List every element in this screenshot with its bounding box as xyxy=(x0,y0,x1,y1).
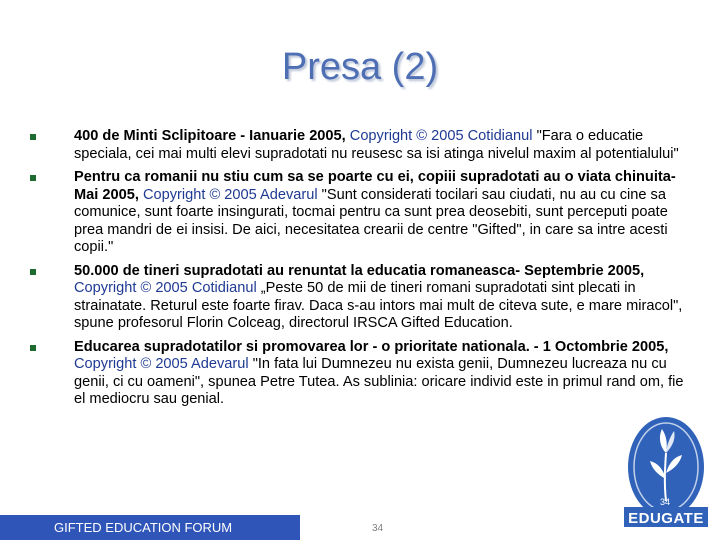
bullet-item xyxy=(28,263,688,333)
edugate-logo xyxy=(620,413,712,529)
bullet-heading: Pentru ca romanii nu stiu cum sa se poarte cu ei, copiii supradotati au o viata chinuita- Mai 2005, xyxy=(74,169,676,203)
slide-title: Presa (2) xyxy=(281,46,439,88)
square-bullet-icon xyxy=(30,175,36,181)
square-bullet-icon xyxy=(30,134,36,140)
bullet-copyright: Copyright © 2005 Adevarul xyxy=(138,186,318,203)
bullet-body: „Peste 50 de mii de tineri romani supradotati sint plecati in strainatate. Returul este foarte firav. Daca s-au intors mai mult de citeva sute, e mare miracol", spune profesorul Florin Colceag, directorul IRSCA Gifted Education. xyxy=(74,280,683,331)
bullet-heading: Educarea supradotatilor si promovarea lor - o prioritate nationala. - 1 Octombrie 2005, xyxy=(74,338,669,355)
bullet-heading: 400 de Minti Sclipitoare - Ianuarie 2005, xyxy=(74,128,346,144)
bullet-copyright: Copyright © 2005 Cotidianul xyxy=(74,280,257,296)
bullet-heading: 50.000 de tineri supradotati au renuntat la educatia romaneasca- Septembrie 2005, xyxy=(74,262,645,279)
footer-label: GIFTED EDUCATION FORUM xyxy=(54,520,233,535)
bullet-copyright: Copyright © 2005 Cotidianul xyxy=(345,128,533,144)
bullet-item xyxy=(28,128,688,163)
bullet-body: "In fata lui Dumnezeu nu exista genii, Dumnezeu lucreaza nu cu genii, ci cu oameni", spunea Petre Tutea. As sublinia: oricare individ este in primul rand om, fie el mediocru sau genial. xyxy=(74,356,684,407)
square-bullet-icon xyxy=(30,345,36,351)
square-bullet-icon xyxy=(30,269,36,275)
footer-bar xyxy=(0,515,300,540)
bullet-body: "Fara o educatie speciala, cei mai multi elevi supradotati nu reusesc sa isi atinga nivelul maxim al potentialului" xyxy=(74,128,679,162)
bullet-list xyxy=(28,128,688,415)
logo-text: EDUGATE xyxy=(628,510,704,527)
bullet-item xyxy=(28,339,688,409)
page-number: 34 xyxy=(372,523,384,534)
logo-number: 34 xyxy=(660,497,671,507)
bullet-copyright: Copyright © 2005 Adevarul xyxy=(74,356,249,372)
bullet-item xyxy=(28,169,688,257)
bullet-body: "Sunt considerati tocilari sau ciudati, nu au cu cine sa comunice, sunt foarte insingurati, tocmai pentru ca sunt prea deosebiti, sunt perceputi poate prea mandri de ei insisi. De aici, necesitatea crearii de centre "Gifted", in care sa intre acesti copii." xyxy=(74,186,668,255)
